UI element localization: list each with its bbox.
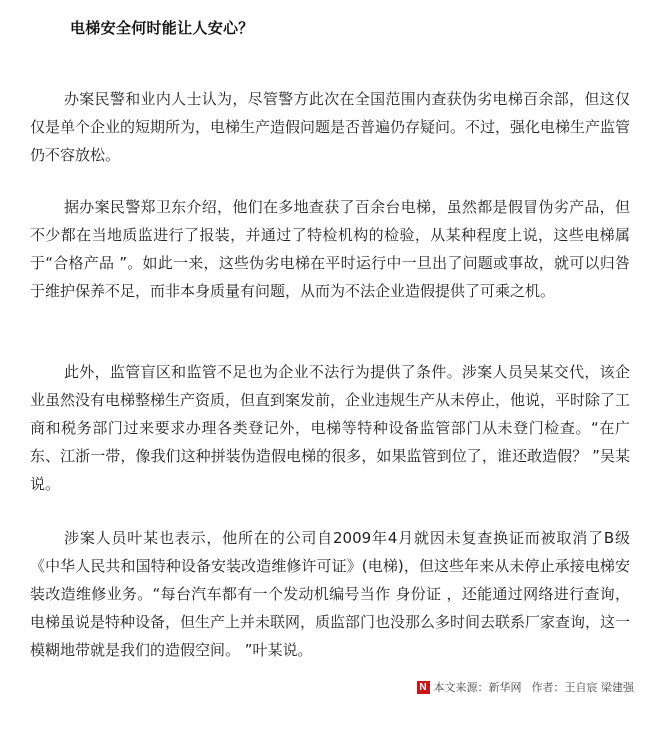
article-paragraph: 据办案民警郑卫东介绍，他们在多地查获了百余台电梯，虽然都是假冒伪劣产品，但不少都在当地质监进行了报装，并通过了特检机构的检验，从某种程度上说，这些电梯属于“合格产品 ”。如此一来，这些伪劣电梯在平时运行中一旦出了问题或事故，就可以归咎于维护保养不足，而非本身质量有问题，从而为不法企业造假提供了可乘之机。 xyxy=(30,198,630,300)
article-title: 电梯安全何时能让人安心？ xyxy=(70,19,254,37)
author-label: 作者：王自宸 梁建强 xyxy=(531,681,634,694)
article-paragraph: 涉案人员叶某也表示，他所在的公司自2009年4月就因未复查换证而被取消了B级《中华人民共和国特种设备安装改造维修许可证》(电梯)，但这些年来从未停止承接电梯安装改造维修业务。“每台汽车都有一个发动机编号当作 身份证 ，还能通过网络进行查询，电梯虽说是特种设备，但生产上并未联网，质监部门也没那么多时间去联系厂家查询，这一模糊地带就是我们的造假空间。 ”叶某说。 xyxy=(30,529,631,659)
news-logo-icon: N xyxy=(417,681,430,694)
article-paragraph: 办案民警和业内人士认为，尽管警方此次在全国范围内查获伪劣电梯百余部，但这仅仅是单个企业的短期所为，电梯生产造假问题是否普遍仍存疑问。不过，强化电梯生产监管仍不容放松。 xyxy=(30,90,631,164)
source-label: 本文来源：新华网 xyxy=(433,681,522,694)
article-paragraph: 此外，监管盲区和监管不足也为企业不法行为提供了条件。涉案人员吴某交代，该企业虽然没有电梯整梯生产资质，但直到案发前，企业违规生产从未停止，他说，平时除了工商和税务部门过来要求办理各类登记外，电梯等特种设备监管部门从未登门检查。“在广东、江浙一带，像我们这种拼装伪造假电梯的很多，如果监管到位了，谁还敢造假？ ”吴某说。 xyxy=(30,363,631,493)
article-source xyxy=(417,679,635,695)
